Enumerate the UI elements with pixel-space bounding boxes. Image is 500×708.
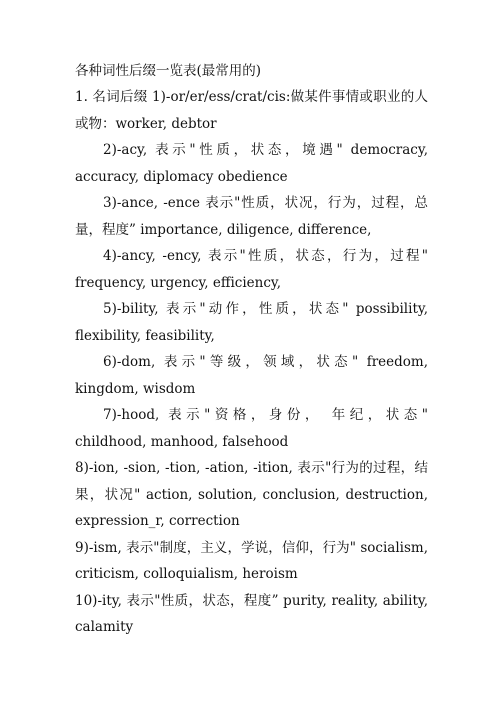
entry-2-acy: 2)-acy, 表示"性质，状态，境遇" democracy, accuracy, diplomacy obedience	[75, 142, 428, 185]
entry-8-ion: 8)-ion, -sion, -tion, -ation, -ition, 表示"行为的过程，结果，状况" action, solution, conclusion, destruction, expression_r, correction	[75, 460, 428, 529]
entry-9-ism: 9)-ism, 表示"制度，主义，学说，信仰，行为" socialism, criticism, colloquialism, heroism	[75, 539, 428, 582]
entry-list	[75, 84, 428, 641]
entry-4-ancy-ency: 4)-ancy, -ency, 表示"性质，状态，行为，过程" frequency, urgency, efficiency,	[75, 248, 428, 291]
entry-3-ance-ence: 3)-ance, -ence 表示"性质，状况，行为，过程，总量，程度” importance, diligence, difference,	[75, 195, 428, 238]
entry-6-dom: 6)-dom, 表示"等级，领域，状态" freedom, kingdom, wisdom	[75, 354, 428, 397]
document-title: 各种词性后缀一览表(最常用的)	[75, 63, 262, 79]
entry-10-ity: 10)-ity, 表示"性质，状态，程度” purity, reality, ability, calamity	[75, 592, 428, 635]
entry-7-hood: 7)-hood, 表示"资格，身份， 年纪，状态" childhood, manhood, falsehood	[75, 407, 428, 450]
entry-1-noun-suffix-or: 1. 名词后缀 1)-or/er/ess/crat/cis:做某件事情或职业的人或物：worker, debtor	[75, 89, 428, 132]
entry-5-bility: 5)-bility, 表示"动作，性质，状态" possibility, flexibility, feasibility,	[75, 301, 428, 344]
